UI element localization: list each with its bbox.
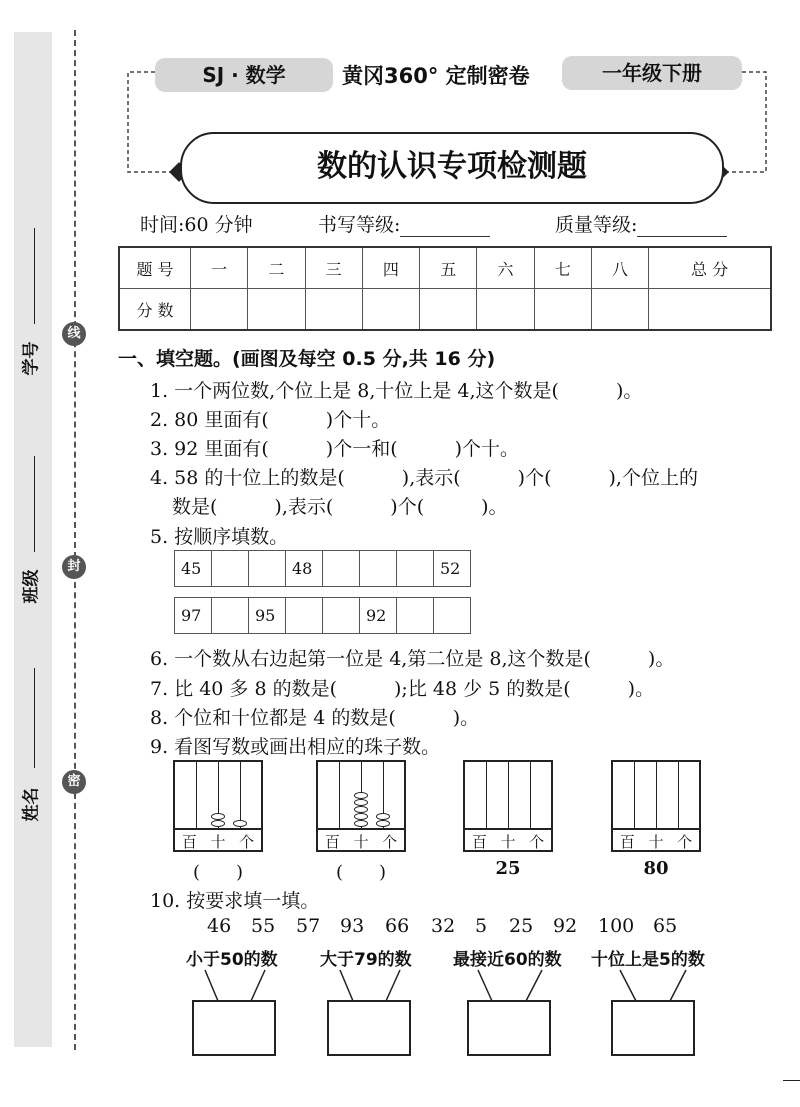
- score-row-label: 分 数: [119, 289, 191, 331]
- sequence-cell: 95: [249, 598, 286, 634]
- answer-box-less-than-50[interactable]: [192, 1000, 276, 1056]
- answer-box-tens-digit-5[interactable]: [611, 1000, 695, 1056]
- quality-grade-label: 质量等级:: [555, 214, 638, 236]
- sequence-cell: 52: [434, 551, 471, 587]
- grade-pill: 一年级下册: [562, 56, 742, 90]
- abacus-ones-label: 个: [677, 832, 693, 851]
- abacus-hundreds-label: 百: [181, 832, 197, 851]
- subject-pill: SJ · 数学: [155, 58, 333, 92]
- question-4-line-1: 4. 58 的十位上的数是( ),表示( )个( ),个位上的: [150, 467, 698, 489]
- page-title: 数的认识专项检测题: [180, 132, 724, 204]
- sequence-cell: 92: [360, 598, 397, 634]
- score-header-cell: 二: [248, 247, 305, 289]
- number-item: 92: [553, 915, 578, 937]
- abacus-ones-label: 个: [382, 832, 398, 851]
- category-label-greater-than-79: 大于79的数: [320, 950, 412, 970]
- number-item: 32: [431, 915, 456, 937]
- question-1: 1. 一个两位数,个位上是 8,十位上是 4,这个数是( )。: [150, 380, 643, 402]
- student-id-label: 学号: [21, 341, 42, 376]
- number-item: 25: [509, 915, 534, 937]
- time-info: 时间:60 分钟: [140, 214, 253, 236]
- score-header-cell: 七: [534, 247, 591, 289]
- abacus-hundreds-label: 百: [471, 832, 487, 851]
- abacus-tens-label: 十: [648, 832, 664, 851]
- number-item: 93: [340, 915, 365, 937]
- score-header-cell: 总 分: [649, 247, 771, 289]
- sequence-cell: 45: [175, 551, 212, 587]
- number-item: 5: [475, 915, 488, 937]
- series-title: 黄冈360° 定制密卷: [342, 64, 530, 88]
- score-header-cell: 五: [420, 247, 477, 289]
- abacus-ones-label: 个: [239, 832, 255, 851]
- category-label-less-than-50: 小于50的数: [186, 950, 278, 970]
- abacus-ones-label: 个: [529, 832, 545, 851]
- abacus-3-value: 25: [495, 858, 521, 879]
- abacus-hundreds-label: 百: [324, 832, 340, 851]
- question-10: 10. 按要求填一填。: [150, 890, 320, 912]
- question-5: 5. 按顺序填数。: [150, 526, 289, 548]
- abacus-4-value: 80: [643, 858, 669, 879]
- score-header-cell: 一: [191, 247, 248, 289]
- score-header-cell: 题 号: [119, 247, 191, 289]
- answer-box-greater-than-79[interactable]: [327, 1000, 411, 1056]
- score-header-cell: 四: [362, 247, 419, 289]
- seal-badge-line: 线: [62, 322, 86, 346]
- question-3: 3. 92 里面有( )个一和( )个十。: [150, 438, 520, 460]
- number-item: 55: [251, 915, 276, 937]
- abacus-2-answer[interactable]: ( ): [335, 862, 387, 883]
- question-7: 7. 比 40 多 8 的数是( );比 48 少 5 的数是( )。: [150, 678, 655, 700]
- number-item: 46: [207, 915, 232, 937]
- score-header-cell: 六: [477, 247, 534, 289]
- number-item: 65: [653, 915, 678, 937]
- sequence-cell: 97: [175, 598, 212, 634]
- question-4-line-2: 数是( ),表示( )个( )。: [172, 496, 508, 518]
- number-item: 100: [598, 915, 635, 937]
- question-2: 2. 80 里面有( )个十。: [150, 409, 391, 431]
- abacus-tens-label: 十: [210, 832, 226, 851]
- section-1-title: 一、填空题。(画图及每空 0.5 分,共 16 分): [118, 348, 496, 370]
- question-6: 6. 一个数从右边起第一位是 4,第二位是 8,这个数是( )。: [150, 648, 675, 670]
- score-header-cell: 八: [591, 247, 648, 289]
- page-edge-mark: [783, 1080, 800, 1081]
- number-item: 57: [296, 915, 321, 937]
- name-label: 姓名: [21, 787, 42, 822]
- abacus-hundreds-label: 百: [619, 832, 635, 851]
- question-9: 9. 看图写数或画出相应的珠子数。: [150, 736, 441, 758]
- number-item: 66: [385, 915, 410, 937]
- abacus-tens-label: 十: [353, 832, 369, 851]
- abacus-1-answer[interactable]: ( ): [192, 862, 244, 883]
- seal-badge-secret: 密: [62, 770, 86, 794]
- writing-grade-label: 书写等级:: [318, 214, 401, 236]
- abacus-tens-label: 十: [500, 832, 516, 851]
- question-8: 8. 个位和十位都是 4 的数是( )。: [150, 707, 480, 729]
- category-label-closest-to-60: 最接近60的数: [453, 950, 562, 970]
- category-label-tens-digit-5: 十位上是5的数: [591, 950, 705, 970]
- seal-badge-seal: 封: [62, 555, 86, 579]
- sequence-cell: 48: [286, 551, 323, 587]
- class-label: 班级: [21, 569, 42, 604]
- score-header-cell: 三: [305, 247, 362, 289]
- answer-box-closest-to-60[interactable]: [467, 1000, 551, 1056]
